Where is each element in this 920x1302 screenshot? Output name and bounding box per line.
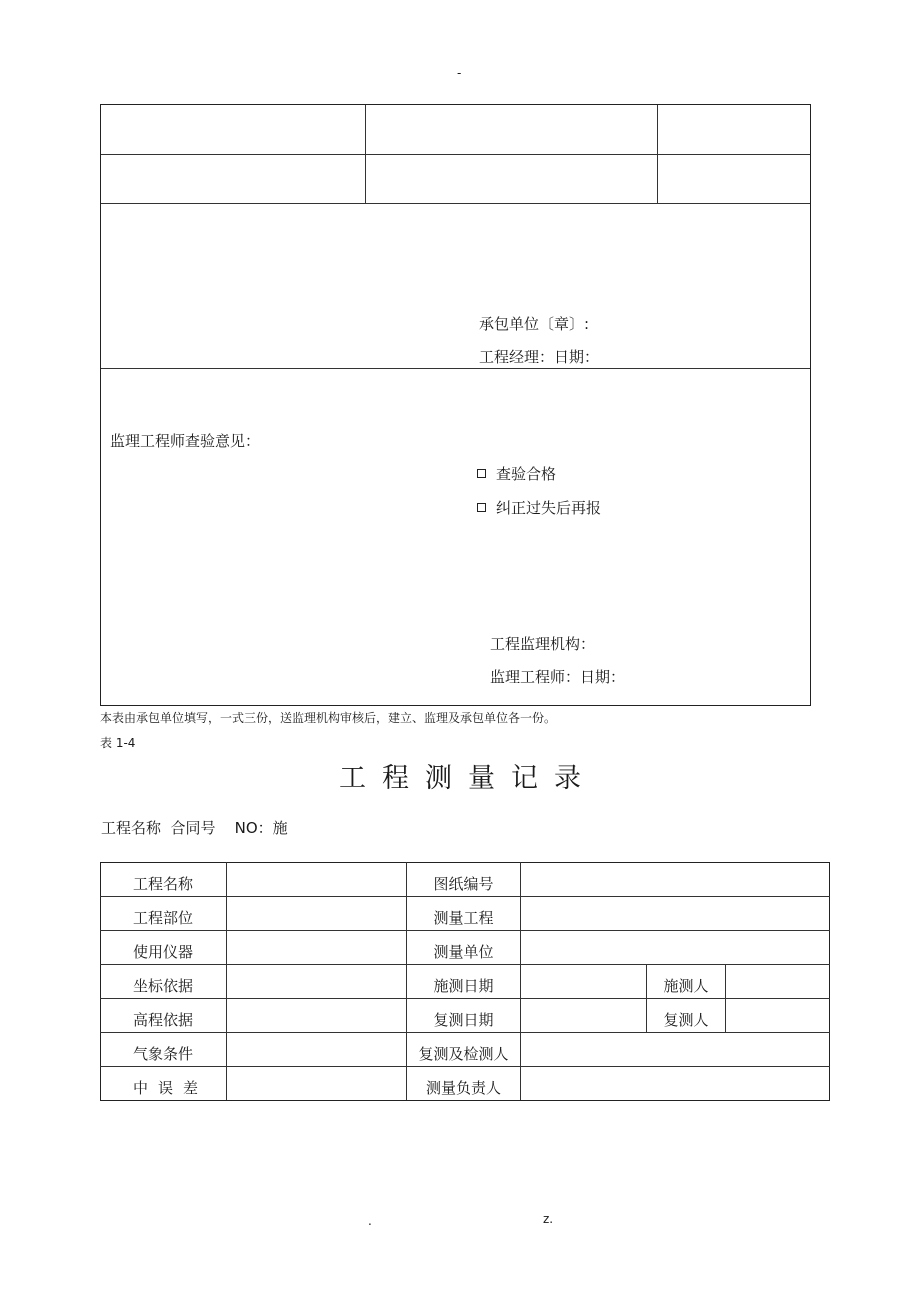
- option-correct-and-resubmit[interactable]: 纠正过失后再报: [477, 499, 601, 517]
- table-row: [101, 931, 830, 965]
- page-title: 工程测量记录: [339, 763, 597, 794]
- value-cell[interactable]: [521, 1033, 830, 1067]
- value-cell[interactable]: [726, 999, 830, 1033]
- row-label: 复测人: [647, 999, 726, 1033]
- option-inspection-passed[interactable]: 查验合格: [477, 465, 556, 483]
- contractor-seal-label: 承包单位〔章〕:: [479, 315, 590, 333]
- project-subheader: 工程名称 合同号 NO：施: [101, 819, 288, 837]
- footer-mark-right: z.: [543, 1212, 554, 1226]
- row-label: 复测及检测人: [407, 1033, 521, 1067]
- form-cell-r2c3[interactable]: [658, 155, 808, 203]
- value-cell[interactable]: [227, 965, 407, 999]
- table-row: [101, 897, 830, 931]
- row-label: 测量负责人: [407, 1067, 521, 1101]
- value-cell[interactable]: [726, 965, 830, 999]
- form-section-divider: [101, 368, 810, 369]
- form-cell-r1c2[interactable]: [366, 105, 657, 154]
- value-cell[interactable]: [227, 1033, 407, 1067]
- row-label: 中误差: [101, 1067, 227, 1101]
- value-cell[interactable]: [227, 931, 407, 965]
- table-row: [101, 863, 830, 897]
- form-cell-r1c3[interactable]: [658, 105, 808, 154]
- form-cell-r2c1[interactable]: [101, 155, 365, 203]
- row-label: 坐标依据: [101, 965, 227, 999]
- value-cell[interactable]: [521, 931, 830, 965]
- value-cell[interactable]: [227, 897, 407, 931]
- value-cell[interactable]: [227, 1067, 407, 1101]
- row-label: 复测日期: [407, 999, 521, 1033]
- inspection-form: [100, 104, 811, 706]
- row-label: 施测日期: [407, 965, 521, 999]
- table-number-label: 表 1-4: [100, 736, 136, 750]
- supervision-org-label: 工程监理机构：: [490, 635, 596, 653]
- table-row: [101, 999, 830, 1033]
- checkbox-icon[interactable]: [477, 469, 486, 478]
- measurement-record-table: [100, 862, 830, 1101]
- row-label: 工程名称: [101, 863, 227, 897]
- value-cell[interactable]: [227, 863, 407, 897]
- supervision-opinion-label: 监理工程师查验意见：: [110, 432, 261, 450]
- checkbox-icon[interactable]: [477, 503, 486, 512]
- row-label: 施测人: [647, 965, 726, 999]
- form-cell-r1c1[interactable]: [101, 105, 365, 154]
- row-label: 测量工程: [407, 897, 521, 931]
- table-row: [101, 1067, 830, 1101]
- value-cell[interactable]: [227, 999, 407, 1033]
- supervision-engineer-date-label: 监理工程师：日期：: [490, 668, 626, 686]
- form-footnote: 本表由承包单位填写，一式三份，送监理机构审核后，建立、监理及承包单位各一份。: [100, 711, 557, 725]
- value-cell[interactable]: [521, 1067, 830, 1101]
- row-label: 图纸编号: [407, 863, 521, 897]
- row-label: 使用仪器: [101, 931, 227, 965]
- contractor-manager-date-label: 工程经理：日期：: [479, 348, 600, 366]
- form-cell-r2c2[interactable]: [366, 155, 657, 203]
- form-row-divider: [101, 203, 810, 204]
- row-label: 高程依据: [101, 999, 227, 1033]
- page-header-mark: -: [457, 66, 462, 80]
- value-cell[interactable]: [521, 863, 830, 897]
- value-cell[interactable]: [521, 897, 830, 931]
- table-row: [101, 965, 830, 999]
- row-label: 工程部位: [101, 897, 227, 931]
- value-cell[interactable]: [521, 999, 647, 1033]
- row-label: 气象条件: [101, 1033, 227, 1067]
- row-label: 测量单位: [407, 931, 521, 965]
- footer-mark-left: .: [368, 1214, 372, 1228]
- value-cell[interactable]: [521, 965, 647, 999]
- table-row: [101, 1033, 830, 1067]
